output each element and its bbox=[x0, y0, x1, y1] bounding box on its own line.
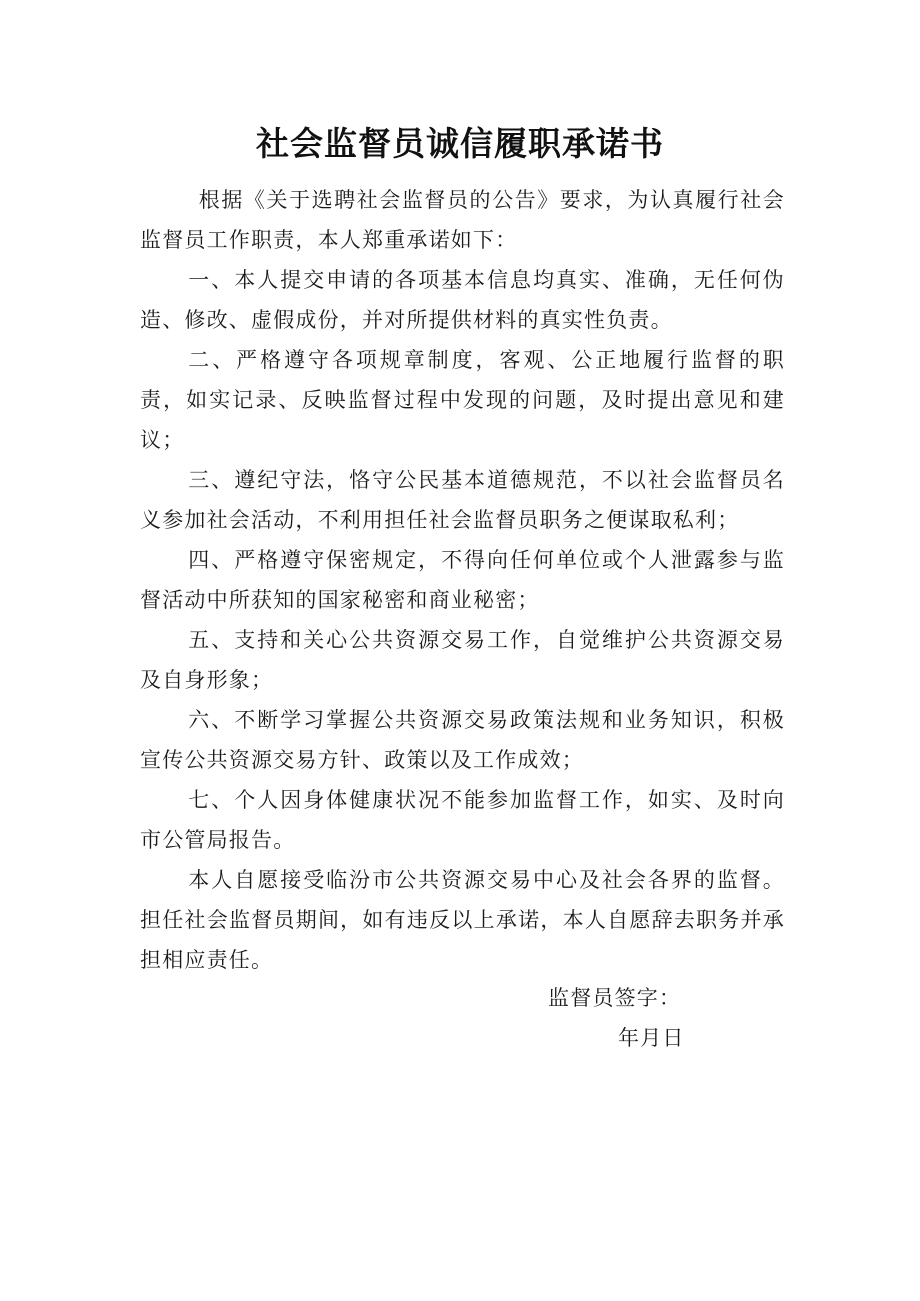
document-body bbox=[140, 180, 785, 980]
signature-label: 监督员签字： bbox=[548, 986, 682, 1010]
date-label: 年月日 bbox=[618, 1026, 685, 1050]
commitment-item-3: 三、遵纪守法，恪守公民基本道德规范，不以社会监督员名义参加社会活动，不利用担任社会监督员职务之便谋取私利； bbox=[140, 468, 785, 532]
commitment-item-1: 一、本人提交申请的各项基本信息均真实、准确，无任何伪造、修改、虚假成份，并对所提供材料的真实性负责。 bbox=[140, 268, 785, 332]
commitment-item-4: 四、严格遵守保密规定，不得向任何单位或个人泄露参与监督活动中所获知的国家秘密和商业秘密； bbox=[140, 548, 785, 612]
commitment-item-6: 六、不断学习掌握公共资源交易政策法规和业务知识，积极宣传公共资源交易方针、政策以及工作成效； bbox=[140, 708, 785, 772]
closing-paragraph: 本人自愿接受临汾市公共资源交易中心及社会各界的监督。担任社会监督员期间，如有违反以上承诺，本人自愿辞去职务并承担相应责任。 bbox=[140, 868, 785, 972]
commitment-item-7: 七、个人因身体健康状况不能参加监督工作，如实、及时向市公管局报告。 bbox=[140, 788, 785, 852]
commitment-item-5: 五、支持和关心公共资源交易工作，自觉维护公共资源交易及自身形象； bbox=[140, 628, 785, 692]
intro-paragraph: 根据《关于选聘社会监督员的公告》要求，为认真履行社会监督员工作职责，本人郑重承诺如下： bbox=[140, 188, 785, 252]
document-title: 社会监督员诚信履职承诺书 bbox=[256, 124, 664, 163]
commitment-item-2: 二、严格遵守各项规章制度，客观、公正地履行监督的职责，如实记录、反映监督过程中发现的问题，及时提出意见和建议； bbox=[140, 348, 785, 452]
